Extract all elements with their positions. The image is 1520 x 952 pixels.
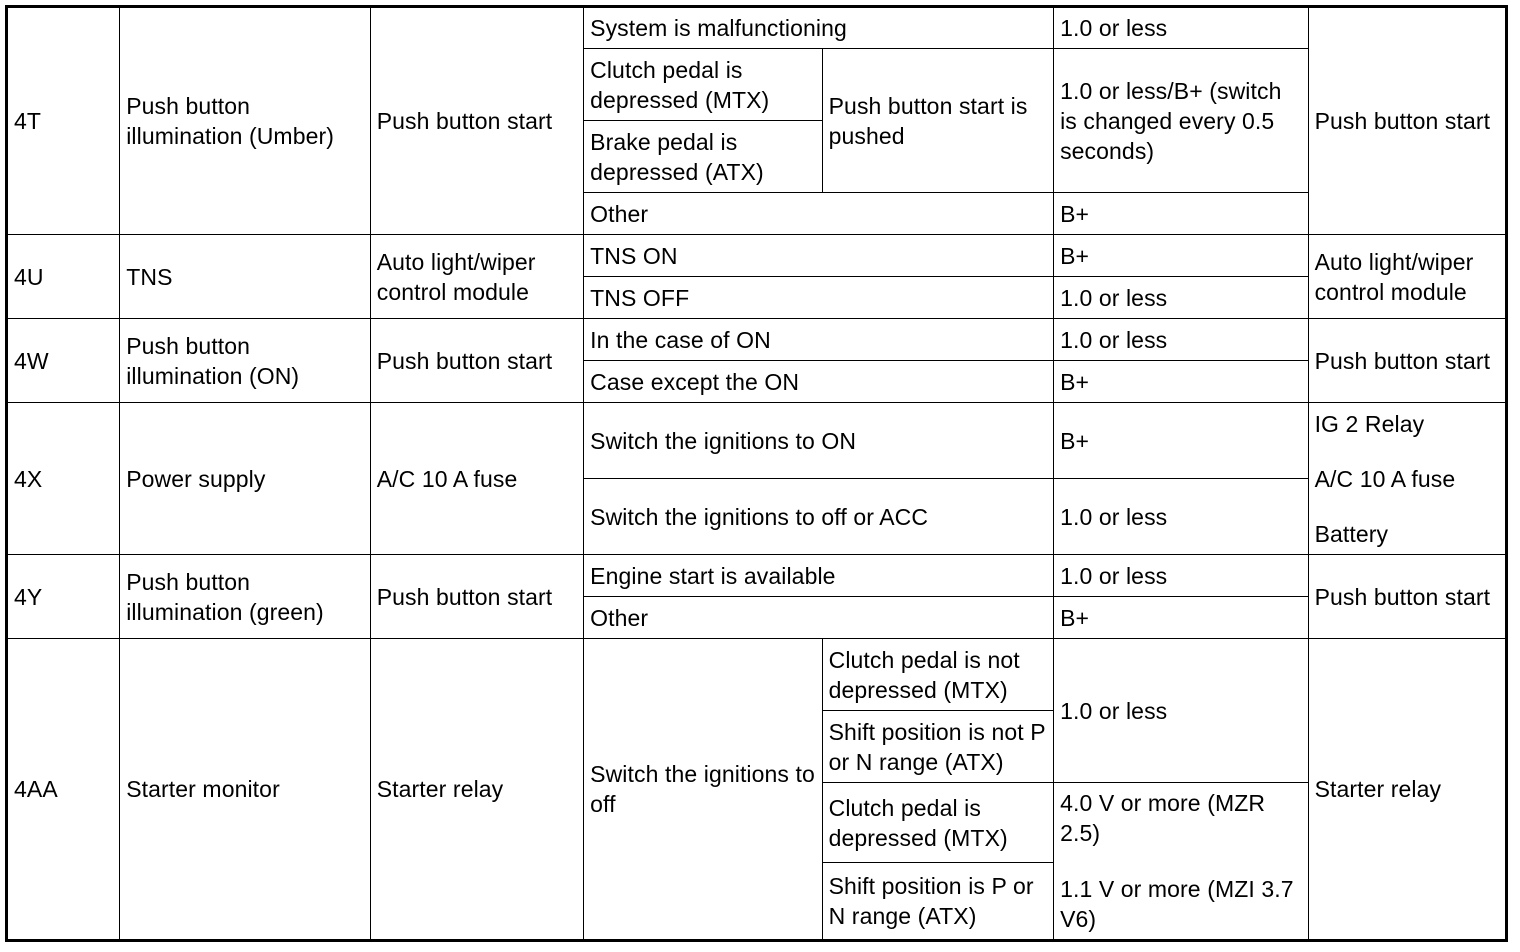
voltage-cell: B+ bbox=[1054, 361, 1309, 403]
voltage-cell: 1.0 or less bbox=[1054, 639, 1309, 783]
connected-to-cell: Starter relay bbox=[370, 639, 583, 941]
condition-cell: Other bbox=[584, 597, 1054, 639]
inspection-item: Battery bbox=[1314, 520, 1389, 547]
voltage-cell: 1.0 or less/B+ (switch is changed every 0.5 seconds) bbox=[1054, 49, 1309, 193]
voltage-note: 4.0 V or more (MZR 2.5) bbox=[1060, 790, 1266, 846]
voltage-cell: B+ bbox=[1054, 235, 1309, 277]
signal-cell: Power supply bbox=[120, 403, 371, 555]
table-row bbox=[7, 639, 1507, 711]
inspection-item-cell: Auto light/wiper control module bbox=[1308, 235, 1506, 319]
condition-cell: Case except the ON bbox=[584, 361, 1054, 403]
condition-cell: In the case of ON bbox=[584, 319, 1054, 361]
condition-cell: TNS OFF bbox=[584, 277, 1054, 319]
voltage-cell: B+ bbox=[1054, 403, 1309, 479]
condition-cell: Switch the ignitions to off bbox=[584, 639, 822, 941]
inspection-item-cell: Push button start bbox=[1308, 7, 1506, 235]
signal-cell: Push button illumination (ON) bbox=[120, 319, 371, 403]
terminal-cell: 4AA bbox=[7, 639, 120, 941]
signal-cell: Push button illumination (green) bbox=[120, 555, 371, 639]
inspection-item: IG 2 Relay bbox=[1314, 410, 1425, 437]
voltage-cell bbox=[1054, 783, 1309, 941]
table-row bbox=[7, 319, 1507, 361]
signal-cell: Starter monitor bbox=[120, 639, 371, 941]
sub-condition-cell: Shift position is not P or N range (ATX) bbox=[822, 711, 1053, 783]
terminal-cell: 4W bbox=[7, 319, 120, 403]
condition-cell: Switch the ignitions to ON bbox=[584, 403, 1054, 479]
voltage-cell: B+ bbox=[1054, 597, 1309, 639]
voltage-cell: B+ bbox=[1054, 193, 1309, 235]
sub-condition-cell: Shift position is P or N range (ATX) bbox=[822, 863, 1053, 941]
condition-cell: TNS ON bbox=[584, 235, 1054, 277]
table-row bbox=[7, 235, 1507, 277]
connected-to-cell: Push button start bbox=[370, 319, 583, 403]
condition-cell: Clutch pedal is depressed (MTX) bbox=[584, 49, 822, 121]
terminal-cell: 4T bbox=[7, 7, 120, 235]
signal-cell: Push button illumination (Umber) bbox=[120, 7, 371, 235]
sub-condition-cell: Clutch pedal is not depressed (MTX) bbox=[822, 639, 1053, 711]
inspection-item-cell: Starter relay bbox=[1308, 639, 1506, 941]
condition-cell: Switch the ignitions to off or ACC bbox=[584, 479, 1054, 555]
table-row bbox=[7, 403, 1507, 479]
connected-to-cell: Push button start bbox=[370, 7, 583, 235]
condition-cell: Engine start is available bbox=[584, 555, 1054, 597]
signal-cell: TNS bbox=[120, 235, 371, 319]
inspection-item: A/C 10 A fuse bbox=[1314, 465, 1456, 492]
voltage-note: 1.1 V or more (MZI 3.7 V6) bbox=[1060, 876, 1294, 932]
sub-condition-cell: Push button start is pushed bbox=[822, 49, 1053, 193]
condition-cell: Brake pedal is depressed (ATX) bbox=[584, 121, 822, 193]
sub-condition-cell: Clutch pedal is depressed (MTX) bbox=[822, 783, 1053, 863]
table-row bbox=[7, 555, 1507, 597]
inspection-item-cell: Push button start bbox=[1308, 319, 1506, 403]
connected-to-cell: Push button start bbox=[370, 555, 583, 639]
condition-cell: System is malfunctioning bbox=[584, 7, 1054, 49]
table-row bbox=[7, 7, 1507, 49]
terminal-spec-table bbox=[5, 5, 1508, 942]
voltage-cell: 1.0 or less bbox=[1054, 479, 1309, 555]
condition-cell: Other bbox=[584, 193, 1054, 235]
voltage-cell: 1.0 or less bbox=[1054, 319, 1309, 361]
connected-to-cell: Auto light/wiper control module bbox=[370, 235, 583, 319]
inspection-item-list bbox=[1308, 403, 1506, 555]
voltage-cell: 1.0 or less bbox=[1054, 555, 1309, 597]
terminal-cell: 4Y bbox=[7, 555, 120, 639]
connected-to-cell: A/C 10 A fuse bbox=[370, 403, 583, 555]
voltage-cell: 1.0 or less bbox=[1054, 277, 1309, 319]
inspection-item-cell: Push button start bbox=[1308, 555, 1506, 639]
terminal-cell: 4U bbox=[7, 235, 120, 319]
terminal-cell: 4X bbox=[7, 403, 120, 555]
voltage-cell: 1.0 or less bbox=[1054, 7, 1309, 49]
